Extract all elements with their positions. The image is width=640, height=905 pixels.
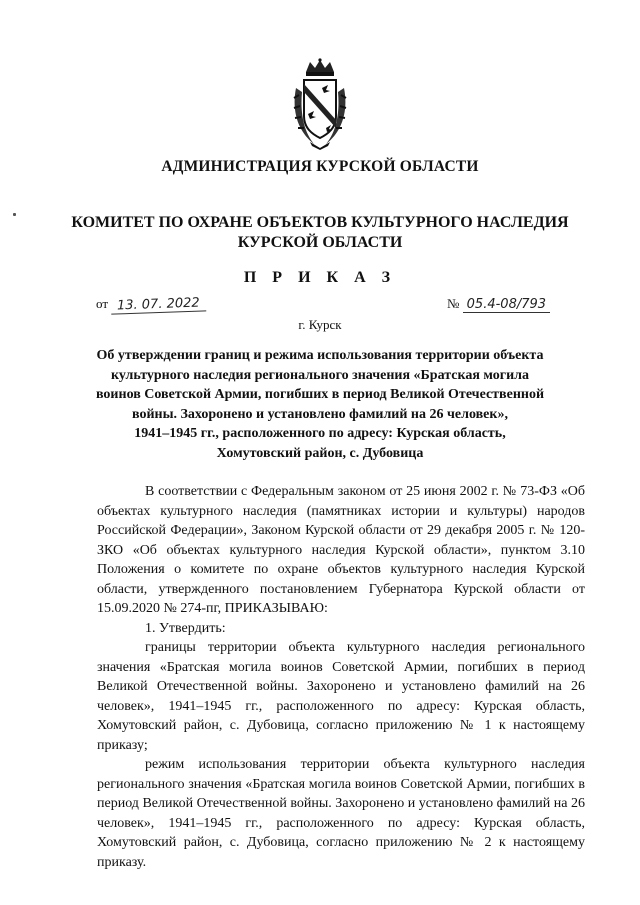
title-line: культурного наследия регионального значения «Братская могила	[110, 367, 530, 383]
issuer-committee	[0, 213, 640, 253]
issuer-administration: АДМИНИСТРАЦИЯ КУРСКОЙ ОБЛАСТИ	[161, 158, 479, 175]
item-boundaries-paragraph: границы территории объекта культурного наследия регионального значения «Братская могила воинов Советской Армии, погибших в период Великой Отечественной войны. Захоронено и установлено фамилий на 26 человек», 1941–1945 гг., расположенного по адресу: Курская область, Хомутовский район, с. Дубовица, согласно приложению № 1 к настоящему приказу;	[97, 640, 585, 753]
preamble-paragraph: В соответствии с Федеральным законом от 25 июня 2002 г. № 73-ФЗ «Об объектах культурного наследия (памятниках истории и культуры) народов Российской Федерации», Законом Курской области от 29 декабря 2005 г. № 120-ЗКО «Об объектах культурного наследия Курской области», пунктом 3.10 Положения о комитете по охране объектов культурного наследия Курской области, утвержденного постановлением Губернатора Курской области от 15.09.2020 № 274-пг, ПРИКАЗЫВАЮ:	[97, 484, 585, 616]
committee-line-2: КУРСКОЙ ОБЛАСТИ	[237, 234, 403, 251]
document-type: П Р И К А З	[243, 269, 397, 286]
title-line: войны. Захоронено и установлено фамилий на 26 человек»,	[132, 406, 508, 422]
coat-of-arms-icon	[290, 58, 350, 150]
title-line: Хомутовский район, с. Дубовица	[216, 445, 424, 461]
number-handwritten: 05.4-08/793	[463, 297, 550, 313]
order-title	[0, 346, 640, 463]
date-prefix: от	[96, 296, 109, 311]
item-1-heading: 1. Утвердить:	[145, 620, 226, 636]
committee-line-1: КОМИТЕТ ПО ОХРАНЕ ОБЪЕКТОВ КУЛЬТУРНОГО НАСЛЕДИЯ	[71, 214, 569, 231]
issue-city: г. Курск	[298, 317, 342, 332]
title-line: воинов Советской Армии, погибших в период Великой Отечественной	[95, 387, 545, 402]
order-number	[447, 296, 550, 313]
order-body	[97, 482, 585, 872]
title-line: Об утверждении границ и режима использования территории объекта	[96, 348, 544, 363]
number-prefix: №	[447, 296, 460, 311]
date-handwritten: 13. 07. 2022	[111, 295, 206, 314]
order-date	[96, 296, 206, 313]
title-line: 1941–1945 гг., расположенного по адресу: Курская область,	[134, 426, 506, 441]
item-regime-paragraph: режим использования территории объекта культурного наследия регионального значения «Братская могила воинов Советской Армии, погибших в период Великой Отечественной войны. Захоронено и установлено фамилий на 26 человек», 1941–1945 гг., расположенного по адресу: Курская область, Хомутовский район, с. Дубовица, согласно приложению № 2 к настоящему приказу.	[97, 757, 585, 870]
